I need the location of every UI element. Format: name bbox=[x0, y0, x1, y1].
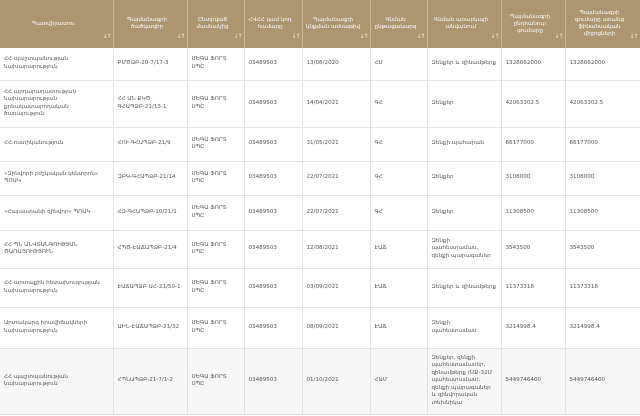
cell-contract-code: ՀՀ ԱՆ ՔԿԾ-ԳՀԱՊՁԲ-21/13-1 bbox=[113, 80, 187, 127]
header-label: Գնման ընթացակարգ bbox=[374, 17, 417, 30]
cell-subject: Զենքեր bbox=[427, 80, 501, 127]
table-row bbox=[0, 48, 640, 80]
sort-icon[interactable]: ↓↑ bbox=[554, 33, 563, 40]
cell-total: 3108000 bbox=[501, 161, 565, 195]
cell-tax-id: 03489503 bbox=[244, 230, 302, 268]
cell-procedure: ԷԱՃ bbox=[370, 307, 427, 348]
cell-amount: 11308500 bbox=[565, 195, 640, 230]
cell-participant: ՄԵԳԱ ՖՈՐՏ ՍՊԸ bbox=[187, 307, 244, 348]
cell-participant: ՄԵԳԱ ՖՈՐՏ ՍՊԸ bbox=[187, 161, 244, 195]
cell-procedure: ԳՀ bbox=[370, 161, 427, 195]
cell-total: 5449746400 bbox=[501, 348, 565, 414]
cell-customer: ՀՀ ոստիկանություն bbox=[0, 127, 113, 161]
cell-amount: 3543500 bbox=[565, 230, 640, 268]
column-header-tax-id[interactable] bbox=[244, 0, 302, 48]
cell-procedure: ՀԱՄ bbox=[370, 348, 427, 414]
header-label: Պայմանագրի ծածկագիր bbox=[126, 17, 168, 30]
cell-amount: 1328662000 bbox=[565, 48, 640, 80]
cell-contract-code: ՀԶ-ԳՀԱՊՁԲ-10/21/1 bbox=[113, 195, 187, 230]
cell-amount: 3214998.4 bbox=[565, 307, 640, 348]
cell-amount: 5449746400 bbox=[565, 348, 640, 414]
header-label: Պայմանագրի կնքման ամսաթիվ bbox=[305, 17, 361, 30]
sort-icon[interactable]: ↓↑ bbox=[291, 33, 300, 40]
column-header-selected-participant[interactable] bbox=[187, 0, 244, 48]
cell-contract-code: ԷԱՃԱՊՁԲ ԱՀ-21/50-1 bbox=[113, 268, 187, 307]
cell-contract-code: ԶԲԿ-ԳՀԱՊՁԲ-21/14 bbox=[113, 161, 187, 195]
cell-tax-id: 03489503 bbox=[244, 80, 302, 127]
cell-procedure: ԳՀ bbox=[370, 127, 427, 161]
table-row bbox=[0, 195, 640, 230]
cell-customer: «Հայաստանի զինվոր» ՊՈԱԿ bbox=[0, 195, 113, 230]
cell-customer: ՀՀ արդարադատության նախարարության քրեակատարողական ծառայություն bbox=[0, 80, 113, 127]
cell-date: 01/10/2021 bbox=[302, 348, 370, 414]
cell-subject: Զենքեր bbox=[427, 195, 501, 230]
cell-tax-id: 03489503 bbox=[244, 161, 302, 195]
header-label: ՀՎՀՀ կամ կոդ համարը bbox=[248, 17, 292, 30]
sort-icon[interactable]: ↓↑ bbox=[359, 33, 368, 40]
cell-total: 3214998.4 bbox=[501, 307, 565, 348]
table-header-row bbox=[0, 0, 640, 48]
cell-amount: 3108000 bbox=[565, 161, 640, 195]
sort-icon[interactable]: ↓↑ bbox=[490, 33, 499, 40]
cell-participant: ՄԵԳԱ ՖՈՐՏ ՍՊԸ bbox=[187, 230, 244, 268]
cell-date: 13/08/2020 bbox=[302, 48, 370, 80]
sort-icon[interactable]: ↓↑ bbox=[176, 33, 185, 40]
cell-customer: ՀՀ արտաքին հետախուզության նախարարություն bbox=[0, 268, 113, 307]
cell-date: 14/04/2021 bbox=[302, 80, 370, 127]
table-row bbox=[0, 348, 640, 414]
cell-customer: ՀՀ պաշտպանության նախարարություն bbox=[0, 348, 113, 414]
cell-tax-id: 03489503 bbox=[244, 127, 302, 161]
column-header-total-amount[interactable] bbox=[501, 0, 565, 48]
cell-total: 42063302.5 bbox=[501, 80, 565, 127]
cell-subject: Զենքեր և զինամթերք bbox=[427, 48, 501, 80]
table-row bbox=[0, 307, 640, 348]
sort-icon[interactable]: ↓↑ bbox=[233, 33, 242, 40]
cell-tax-id: 03489503 bbox=[244, 268, 302, 307]
cell-amount: 66177000 bbox=[565, 127, 640, 161]
column-header-customer[interactable] bbox=[0, 0, 113, 48]
cell-procedure: ԳՀ bbox=[370, 195, 427, 230]
column-header-signing-date[interactable] bbox=[302, 0, 370, 48]
cell-customer: Արտակարգ իրավիճակների նախարարություն bbox=[0, 307, 113, 348]
column-header-subject[interactable] bbox=[427, 0, 501, 48]
cell-customer: ՀՀ ՊՆ ԱՆՎՏԱՆԳՈՒԹՅԱՆ ԾԱՌԱՅՈՒԹՅՈՒՆ bbox=[0, 230, 113, 268]
header-label: Ընտրված մասնակից bbox=[196, 17, 229, 30]
table-row bbox=[0, 80, 640, 127]
cell-subject: Զենքի պահարան bbox=[427, 127, 501, 161]
cell-participant: ՄԵԳԱ ՖՈՐՏ ՍՊԸ bbox=[187, 48, 244, 80]
cell-contract-code: ՀՊԾ-ԷԱՃԱՊՁԲ-21/4 bbox=[113, 230, 187, 268]
cell-total: 1328662000 bbox=[501, 48, 565, 80]
table-row bbox=[0, 127, 640, 161]
cell-subject: Զենքեր bbox=[427, 161, 501, 195]
cell-amount: 42063302.5 bbox=[565, 80, 640, 127]
header-label: Պայմանագրի գումարը առանց ֆինանսական միջոցների bbox=[574, 10, 625, 37]
cell-participant: ՄԵԳԱ ՖՈՐՏ ՍՊԸ bbox=[187, 127, 244, 161]
cell-customer: «Զինվորի բժշկական կենտրոն» ՊՈԱԿ bbox=[0, 161, 113, 195]
cell-subject: Զենքի պահեստամաս bbox=[427, 307, 501, 348]
cell-procedure: ԳՀ bbox=[370, 80, 427, 127]
column-header-amount-without-funds[interactable] bbox=[565, 0, 640, 48]
cell-participant: ՄԵԳԱ ՖՈՐՏ ՍՊԸ bbox=[187, 195, 244, 230]
cell-total: 66177000 bbox=[501, 127, 565, 161]
cell-date: 22/07/2021 bbox=[302, 161, 370, 195]
cell-date: 08/09/2021 bbox=[302, 307, 370, 348]
cell-customer: ՀՀ պաշտպանության նախարարություն bbox=[0, 48, 113, 80]
cell-total: 11373318 bbox=[501, 268, 565, 307]
cell-date: 03/09/2021 bbox=[302, 268, 370, 307]
cell-date: 31/05/2021 bbox=[302, 127, 370, 161]
table-row bbox=[0, 161, 640, 195]
cell-subject: Զենքեր և զինամթերք bbox=[427, 268, 501, 307]
table-row bbox=[0, 230, 640, 268]
cell-contract-code: ԲՄԾՁԲ-20-7/17-3 bbox=[113, 48, 187, 80]
cell-total: 3543500 bbox=[501, 230, 565, 268]
cell-contract-code: ԱԻՆ-ԷԱՃԱՊՁԲ-21/32 bbox=[113, 307, 187, 348]
cell-tax-id: 03489503 bbox=[244, 348, 302, 414]
cell-tax-id: 03489503 bbox=[244, 307, 302, 348]
cell-subject: Զենքեր, զենքի պահեստամասեր, զինամթերք (ՄՔ-32Մ պահեստամաս), զենքի պարագաներ և զինվորական տեխնիկա bbox=[427, 348, 501, 414]
cell-procedure: ՀՄ bbox=[370, 48, 427, 80]
cell-subject: Զենքի պահեստամաս, զենքի պարագաներ bbox=[427, 230, 501, 268]
cell-date: 12/08/2021 bbox=[302, 230, 370, 268]
cell-tax-id: 03489503 bbox=[244, 195, 302, 230]
cell-procedure: ԷԱՃ bbox=[370, 230, 427, 268]
cell-amount: 11373318 bbox=[565, 268, 640, 307]
cell-total: 11308500 bbox=[501, 195, 565, 230]
sort-icon[interactable]: ↓↑ bbox=[102, 33, 111, 40]
cell-contract-code: ՀՊՆԱՊՁԲ-21-7/1-2 bbox=[113, 348, 187, 414]
cell-tax-id: 03489503 bbox=[244, 48, 302, 80]
cell-contract-code: ՀՈՒ-ԳՀԱՊՁԲ-21/9 bbox=[113, 127, 187, 161]
sort-icon[interactable]: ↓↑ bbox=[416, 33, 425, 40]
cell-participant: ՄԵԳԱ ՖՈՐՏ ՍՊԸ bbox=[187, 348, 244, 414]
sort-icon[interactable]: ↓↑ bbox=[629, 33, 638, 40]
cell-participant: ՄԵԳԱ ՖՈՐՏ ՍՊԸ bbox=[187, 80, 244, 127]
cell-procedure: ԷԱՃ bbox=[370, 268, 427, 307]
column-header-procedure[interactable] bbox=[370, 0, 427, 48]
cell-participant: ՄԵԳԱ ՖՈՐՏ ՍՊԸ bbox=[187, 268, 244, 307]
column-header-contract-code[interactable] bbox=[113, 0, 187, 48]
header-label: Գնման առարկայի անվանում bbox=[433, 17, 489, 30]
cell-date: 22/07/2021 bbox=[302, 195, 370, 230]
header-label: Պատվիրատու bbox=[31, 20, 75, 27]
table-row bbox=[0, 268, 640, 307]
header-label: Պայմանագրի ընդհանուր գումարը bbox=[509, 13, 551, 34]
